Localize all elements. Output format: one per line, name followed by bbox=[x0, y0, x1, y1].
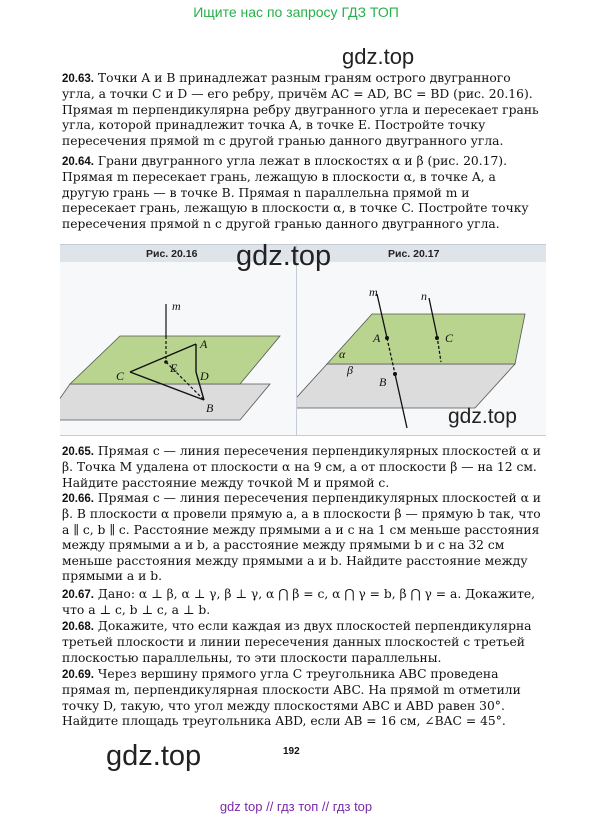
problem-text: Точки A и B принадлежат разным граням острого двугранного угла, а точки C и D — его ребру, причём AC = AD, BC = BD (рис. 20.16). Прямая m перпендикулярна ребру двугранного угла и пересекает грань угла, которой принадлежит точка A, в точке E. Постройте точку пересечения прямой m с другой гранью данного двугранного угла. bbox=[62, 71, 539, 148]
figure-20-16 bbox=[60, 262, 296, 434]
label-D: D bbox=[200, 369, 209, 383]
label-m: m bbox=[369, 285, 378, 299]
footer-links[interactable]: gdz top // гдз топ // гдз top bbox=[219, 799, 373, 814]
plane-beta bbox=[297, 364, 515, 408]
problem-text: Через вершину прямого угла C треугольника ABC проведена прямая m, перпендикулярная плоскости ABC. На прямой m отметили точку D, такую, что угол между плоскостями ABC и ABD равен 30°. Найдите площадь треугольника ABD, если AB = 16 см, ∠BAC = 45°. bbox=[62, 667, 521, 729]
problem-text: Прямая c — линия пересечения перпендикулярных плоскостей α и β. В плоскости α провели прямую a, а в плоскости β — прямую b так, что a ∥ c, b ∥ c. Расстояние между прямыми a и c на 1 см меньше расстояния между прямыми a и b, а расстояние между прямыми b и c на 32 см меньше расстояния между прямыми a и b. Найдите расстояние между прямыми a и b. bbox=[62, 491, 541, 584]
label-C: C bbox=[445, 331, 454, 345]
top-banner: Ищите нас по запросу ГДЗ ТОП bbox=[193, 4, 399, 20]
point-A bbox=[385, 336, 389, 340]
problem-20-65 bbox=[62, 444, 544, 492]
label-C: C bbox=[116, 369, 125, 383]
page-number: 192 bbox=[283, 746, 300, 757]
problem-20-68 bbox=[62, 619, 544, 667]
label-m: m bbox=[172, 299, 181, 313]
plane-lower bbox=[60, 384, 270, 420]
point-B bbox=[393, 372, 397, 376]
problem-text: Дано: α ⊥ β, α ⊥ γ, β ⊥ γ, α ⋂ β = c, α ⋂ γ = b, β ⋂ γ = a. Докажите, что a ⊥ c, b ⊥ c, a ⊥ b. bbox=[62, 587, 536, 618]
problem-20-69 bbox=[62, 667, 544, 731]
problem-text: Докажите, что если каждая из двух плоскостей перпендикулярна третьей плоскости и линии пересечения данных плоскостей с третьей плоскостью параллельны, то эти плоскости параллельны. bbox=[62, 619, 532, 665]
problem-text: Грани двугранного угла лежат в плоскостях α и β (рис. 20.17). Прямая m пересекает грань, лежащую в плоскости α, в точке A, а другую грань — в точке B. Прямая n параллельна прямой m и пересекает грань, лежащую в плоскости α, в точке C. Постройте точку пересечения прямой n с другой гранью данного двугранного угла. bbox=[62, 154, 529, 231]
plane-alpha bbox=[327, 314, 525, 364]
problem-number: 20.67. bbox=[62, 589, 94, 601]
watermark: gdz.top bbox=[342, 44, 415, 69]
problem-number: 20.64. bbox=[62, 156, 94, 168]
problem-20-66 bbox=[62, 491, 544, 587]
problem-text: Прямая c — линия пересечения перпендикулярных плоскостей α и β. Точка M удалена от плоскости α на 9 см, а от плоскости β — на 12 см. Найдите расстояние между точкой M и прямой c. bbox=[62, 444, 541, 490]
problem-20-67 bbox=[62, 587, 544, 619]
label-A: A bbox=[373, 331, 381, 345]
label-A: A bbox=[200, 337, 208, 351]
plane-upper bbox=[70, 336, 280, 384]
problem-number: 20.69. bbox=[62, 669, 94, 681]
watermark: gdz.top bbox=[236, 240, 332, 272]
point-C bbox=[435, 336, 439, 340]
label-n: n bbox=[421, 289, 427, 303]
problem-20-64 bbox=[62, 154, 544, 238]
problem-number: 20.65. bbox=[62, 446, 94, 458]
problem-number: 20.63. bbox=[62, 73, 94, 85]
figure-title-20-16: Рис. 20.16 bbox=[146, 248, 198, 260]
watermark: gdz.top bbox=[448, 405, 517, 428]
label-B: B bbox=[379, 375, 387, 389]
watermark: gdz.top bbox=[106, 740, 202, 772]
figure-title-20-17: Рис. 20.17 bbox=[388, 248, 440, 260]
problem-number: 20.68. bbox=[62, 621, 94, 633]
label-alpha: α bbox=[339, 347, 346, 361]
problem-20-63 bbox=[62, 71, 544, 155]
label-B: B bbox=[206, 401, 214, 415]
problem-number: 20.66. bbox=[62, 493, 94, 505]
label-beta: β bbox=[347, 363, 353, 377]
label-E: E bbox=[170, 361, 178, 375]
point-E bbox=[164, 360, 168, 364]
